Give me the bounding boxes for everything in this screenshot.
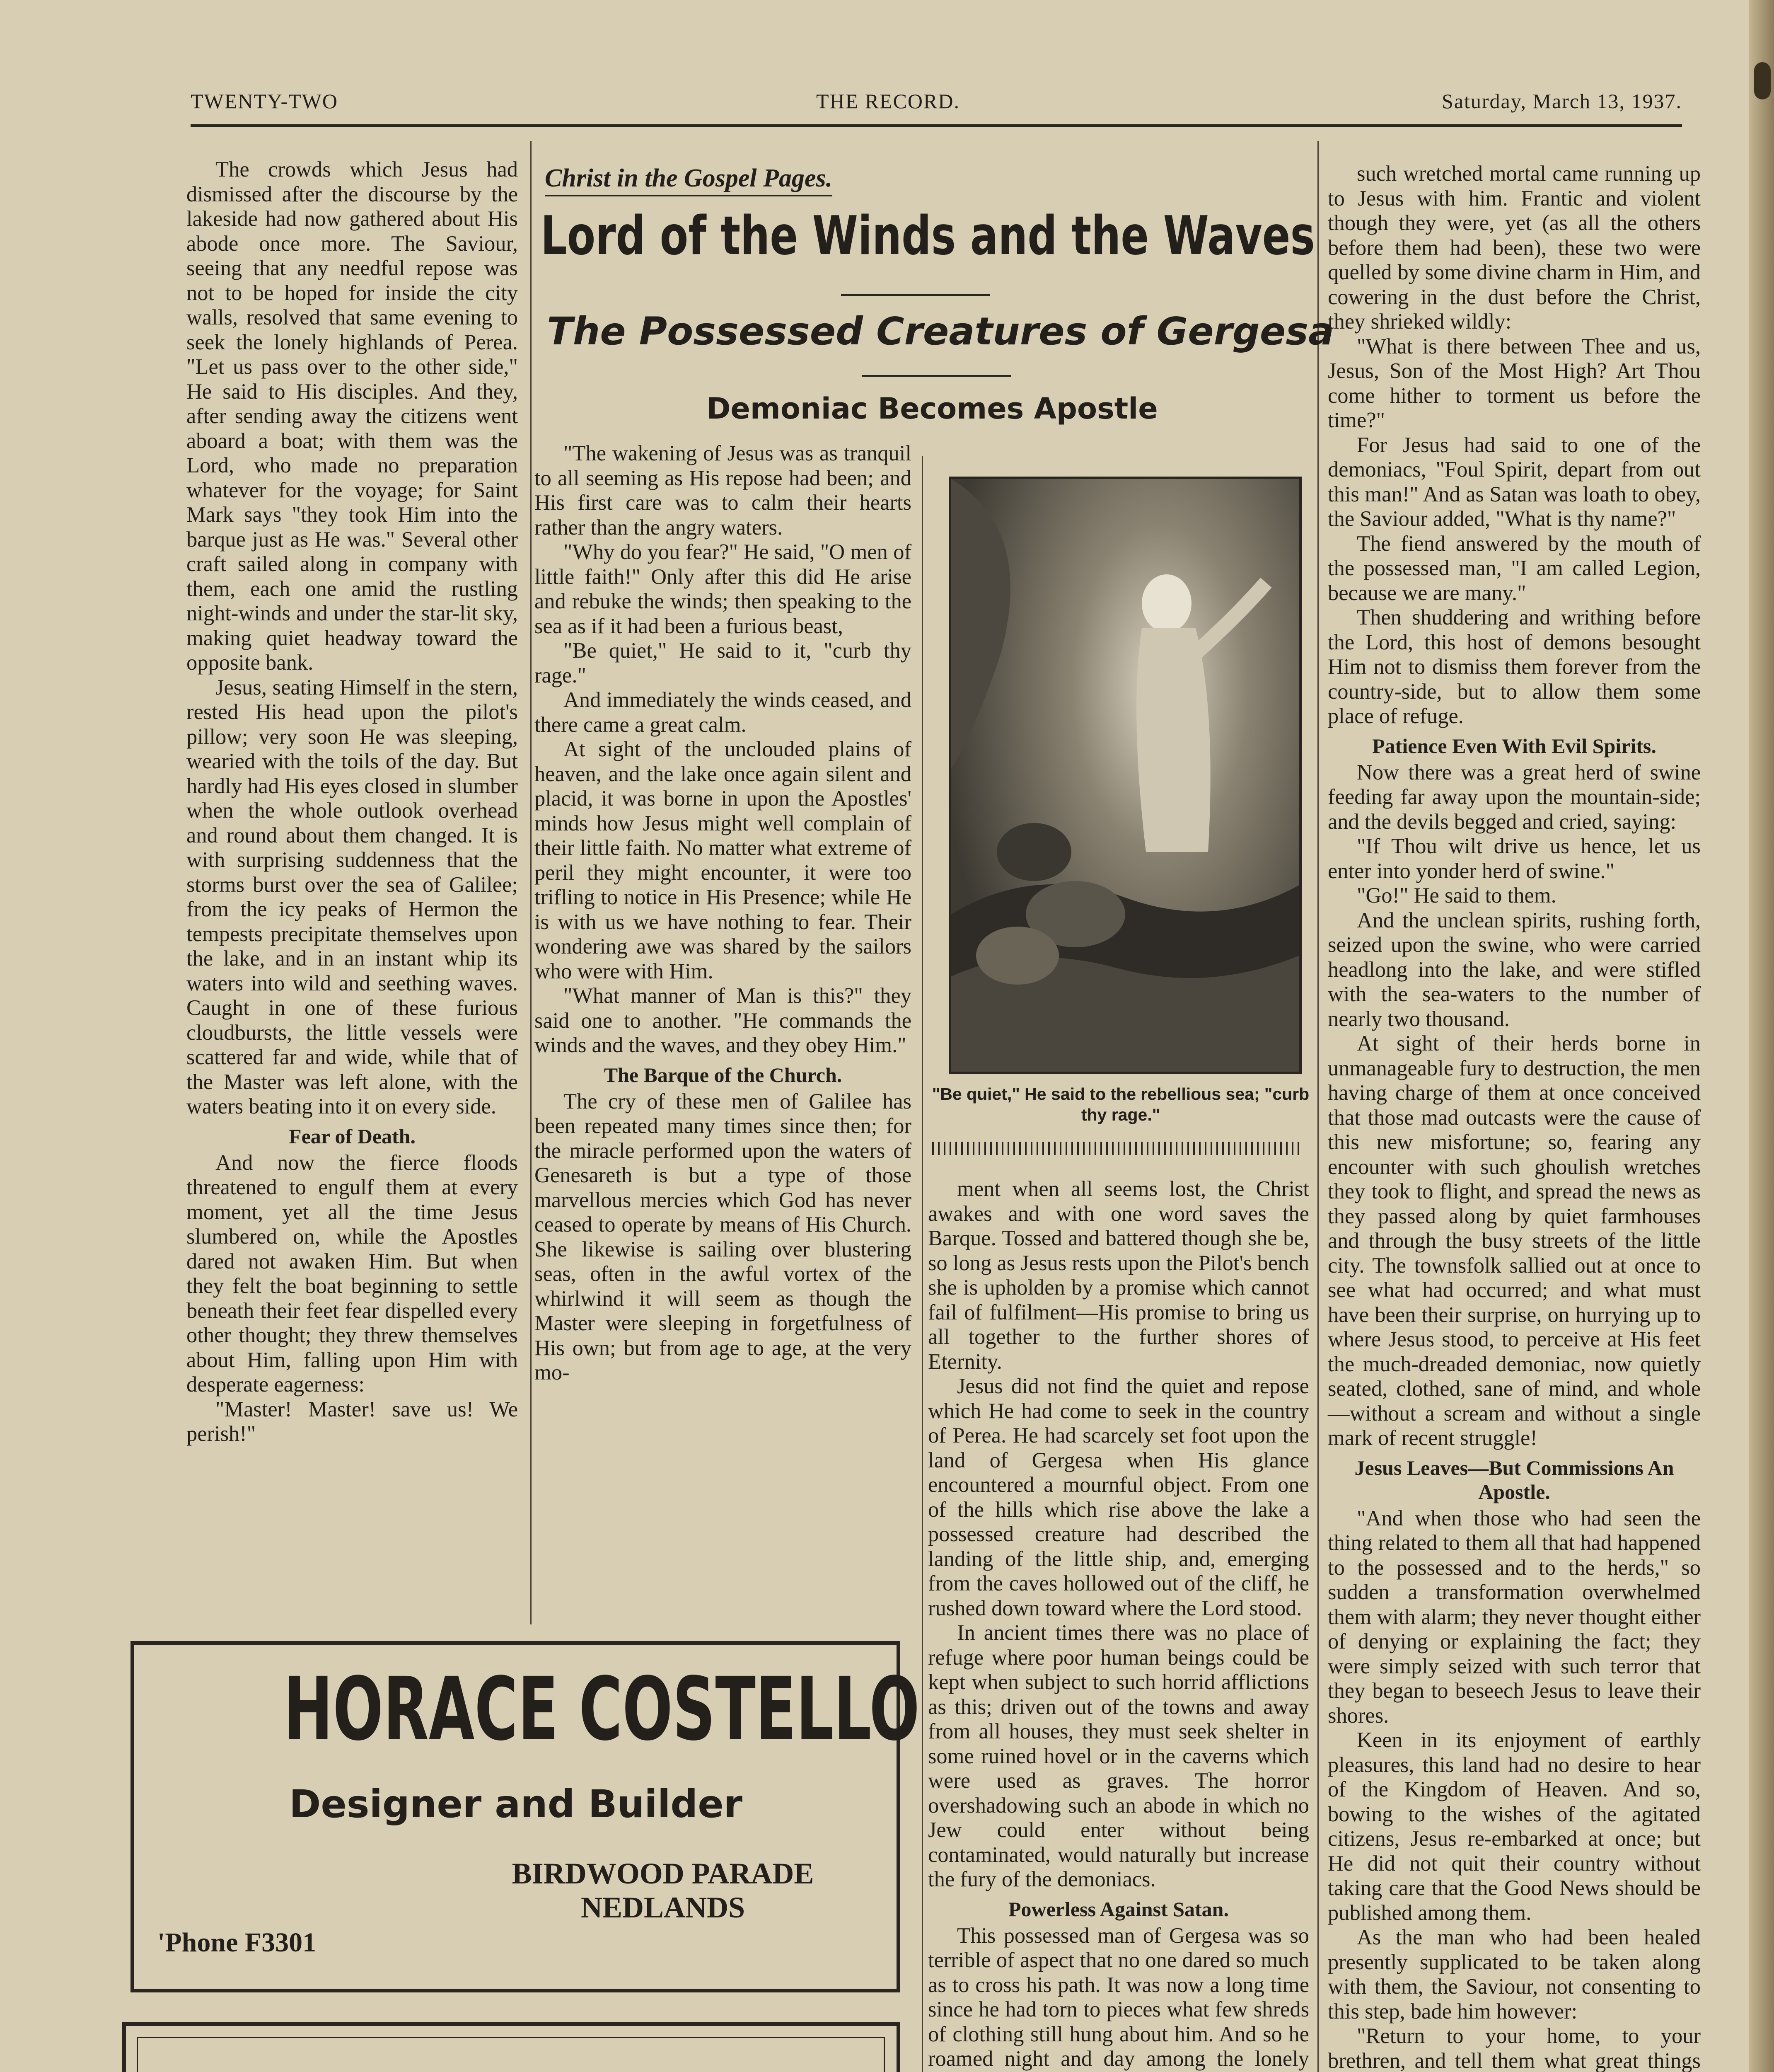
article-paragraph: Jesus did not find the quiet and repose which He had come to seek in the country of Perea. He had scarcely set foot upon the land of Gergesa when His glance encountered a mournful object. From one of the hills which rise above the lake a possessed creature had described the landing of the little ship, and, emerging from the caves hollowed out of the cliff, he rushed down toward where the Lord stood. (928, 1374, 1309, 1620)
article-subheadline: The Possessed Creatures of Gergesa (547, 309, 1334, 353)
article-paragraph: Jesus, seating Himself in the stern, rested His head upon the pilot's pillow; very soon He was sleeping, wearied with the toils of the day. But hardly had His eyes closed in slumber when the whole outlook overhead and round about them changed. It is with surprising suddenness that the storms burst over the sea of Galilee; from the icy peaks of Hermon the tempests precipitate themselves upon the lake, and in an instant whip its waters into wild and seething waves. Caught in one of these furious cloudbursts, the little vessels were scattered far and wide, while that of the Master was left alone, with the waters beating into it on every side. (186, 675, 518, 1118)
article-column-3 (928, 1177, 1309, 2072)
article-headline: Lord of the Winds and the Waves (541, 205, 1315, 267)
cogan-ad-inner-frame (137, 2037, 885, 2072)
article-paragraph: "And when those who had seen the thing related to them all that had happened to the possessed and to the herds," so sudden a transformation overwhelmed them with alarm; they never thought either of denying or explaining the fact; they were simply seized with such terror that they began to beseech Jesus to leave their shores. (1328, 1506, 1701, 1728)
article-column-1 (186, 157, 518, 1447)
column-rule (1317, 141, 1319, 2072)
costello-address-line2: NEDLANDS (580, 1891, 745, 1924)
article-paragraph: "Return to your home, to your brethren, and tell them what great things (1328, 2024, 1701, 2072)
article-paragraph: "Master! Master! save us! We perish!" (186, 1397, 518, 1446)
article-paragraph: "If Thou wilt drive us hence, let us enter into yonder herd of swine." (1328, 834, 1701, 883)
article-paragraph: Keen in its enjoyment of earthly pleasures, this land had no desire to hear of the Kingdom of Heaven. And so, bowing to the wishes of the agitated citizens, Jesus re-embarked at once; but He did not quit their country without taking care that the Good News should be published among them. (1328, 1728, 1701, 1925)
page-edge (1749, 0, 1774, 2072)
section-subheading: The Barque of the Church. (604, 1063, 842, 1087)
article-paragraph: At sight of their herds borne in unmanageable fury to destruction, the men having charge of them at once conceived that those mad outcasts were the cause of this new misfortune; so, fearing any encounter with such ghoulish wretches they took to flight, and spread the news as they passed along by quiet farmhouses and through the busy streets of the little city. The townsfolk sallied out at once to see what had occurred; and what must have been their surprise, on hurrying up to where Jesus stood, to perceive at His feet the much-dreaded demoniac, now quietly seated, clothed, sane of mind, and whole—without a scream and without a single mark of recent struggle! (1328, 1031, 1701, 1450)
costello-phone: 'Phone F3301 (157, 1927, 317, 1958)
headline-rule (841, 294, 990, 296)
binding-hole (1754, 62, 1771, 99)
article-column-4 (1328, 162, 1701, 2072)
costello-address (472, 1857, 853, 1924)
article-paragraph: The cry of these men of Galilee has been repeated many times since then; for the miracle performed upon the waters of Genesareth is but a type of those marvellous mercies which God has never ceased to operate by means of His Church. She likewise is sailing over blustering seas, often in the awful vortex of the whirlwind it will seem as though the Master were sleeping in forgetfulness of His own; but from age to age, at the very mo- (534, 1089, 911, 1385)
article-paragraph: "Why do you fear?" He said, "O men of little faith!" Only after this did He arise and rebuke the winds; then speaking to the sea as if it had been a furious beast, (534, 540, 911, 638)
costello-address-line1: BIRDWOOD PARADE (512, 1857, 814, 1890)
article-paragraph: ment when all seems lost, the Christ awakes and with one word saves the Barque. Tossed and battered though she be, so long as Jesus rests upon the Pilot's bench she is upholden by a promise which cannot fail of fulfilment—His promise to bring us all together to the further shores of Eternity. (928, 1177, 1309, 1374)
christ-calming-storm-photo (949, 477, 1302, 1074)
article-paragraph: And the unclean spirits, rushing forth, seized upon the swine, who were carried headlong into the lake, and were stifled with the sea-waters to the number of nearly two thousand. (1328, 908, 1701, 1031)
costello-tagline: Designer and Builder (289, 1782, 742, 1826)
costello-name: HORACE COSTELLO (283, 1658, 920, 1760)
section-subheading: Patience Even With Evil Spirits. (1372, 734, 1656, 758)
article-paragraph: Now there was a great herd of swine feeding far away upon the mountain-side; and the devils begged and cried, saying: (1328, 760, 1701, 834)
article-paragraph: Then shuddering and writhing before the Lord, this host of demons besought Him not to dismiss them forever from the country-side, but to allow them some place of refuge. (1328, 605, 1701, 728)
section-subheading: Jesus Leaves—But Commissions An Apostle. (1354, 1456, 1674, 1503)
article-paragraph: The crowds which Jesus had dismissed after the discourse by the lakeside had now gathered about His abode once more. The Saviour, seeing that any needful repose was not to be hoped for inside the city walls, resolved that same evening to seek the lonely highlands of Perea. "Let us pass over to the other side," He said to His disciples. And they, after sending away the citizens went aboard a boat; with them was the Lord, who made no preparation whatever for the voyage; for Saint Mark says "they took Him into the barque just as He was." Several other craft sailed along in company with them, each one amid the rustling night-winds and under the star-lit sky, making quiet headway toward the opposite bank. (186, 157, 518, 675)
article-paragraph: "Be quiet," He said to it, "curb thy rage." (534, 639, 911, 687)
article-paragraph: For Jesus had said to one of the demoniacs, "Foul Spirit, depart from out this man!" And as Satan was loath to obey, the Saviour added, "What is thy name?" (1328, 433, 1701, 531)
masthead-rule (191, 124, 1682, 127)
paper-name: THE RECORD. (816, 90, 960, 113)
article-paragraph: "The wakening of Jesus was as tranquil to all seeming as His repose had been; and His first care was to calm their hearts rather than the angry waters. (534, 441, 911, 540)
subhead-rule (862, 375, 1011, 377)
article-deck: Demoniac Becomes Apostle (706, 392, 1158, 426)
article-paragraph: "What is there between Thee and us, Jesus, Son of the Most High? Art Thou come hither to torment us before the time?" (1328, 334, 1701, 432)
article-kicker: Christ in the Gospel Pages. (545, 164, 832, 196)
article-paragraph: The fiend answered by the mouth of the possessed man, "I am called Legion, because we are many." (1328, 531, 1701, 605)
article-paragraph: And immediately the winds ceased, and there came a great calm. (534, 688, 911, 737)
section-subheading: Powerless Against Satan. (1008, 1897, 1229, 1921)
caption-ornament (932, 1142, 1301, 1155)
article-paragraph: "What manner of Man is this?" they said one to another. "He commands the winds and the waves, and they obey Him." (534, 984, 911, 1057)
photo-caption: "Be quiet," He said to the rebellious sea; "curb thy rage." (932, 1084, 1310, 1124)
article-paragraph: such wretched mortal came running up to Jesus with him. Frantic and violent though they were, yet (as all the others before them had been), these two were quelled by some divine charm in Him, and cowering in the dust before the Christ, they shrieked wildly: (1328, 162, 1701, 334)
article-paragraph: In ancient times there was no place of refuge where poor human beings could be kept when subject to such horrid afflictions as this; driven out of the towns and away from all houses, they must seek shelter in some ruined hovel or in the caverns which were used as graves. The horror overshadowing such an abode in which no Jew could enter without being contaminated, would naturally but increase the fury of the demoniacs. (928, 1621, 1309, 1891)
issue-date: Saturday, March 13, 1937. (1442, 90, 1682, 113)
column-rule (922, 456, 923, 2072)
column-rule (530, 141, 532, 1624)
article-paragraph: At sight of the unclouded plains of heaven, and the lake once again silent and placid, it was borne in upon the Apostles' minds how Jesus might well complain of their little faith. No matter what extreme of peril they might encounter, it were too trifling to notice in His Presence; while He is with us we have nothing to fear. Their wondering awe was shared by the sailors who were with Him. (534, 737, 911, 983)
page-number: TWENTY-TWO (191, 90, 338, 113)
section-subheading: Fear of Death. (289, 1124, 416, 1148)
article-column-2 (534, 441, 911, 1385)
article-paragraph: "Go!" He said to them. (1357, 884, 1556, 908)
masthead (191, 89, 1682, 118)
photo-illustration (951, 479, 1299, 1072)
article-paragraph: As the man who had been healed presently supplicated to be taken along with them, the Saviour, not consenting to this step, bade him however: (1328, 1925, 1701, 2024)
article-paragraph: This possessed man of Gergesa was so terrible of aspect that no one dared so much as to cross his path. It was now a long time since he had torn to pieces what few shreds of clothing still hung about him. And so he roamed night and day among the lonely (928, 1923, 1309, 2071)
article-paragraph: And now the fierce floods threatened to engulf them at every moment, yet all the time Jesus slumbered on, while the Apostles dared not awaken Him. But when they felt the boat beginning to settle beneath their feet fear dispelled every other thought; they threw themselves about Him, falling upon Him with desperate eagerness: (186, 1150, 518, 1397)
